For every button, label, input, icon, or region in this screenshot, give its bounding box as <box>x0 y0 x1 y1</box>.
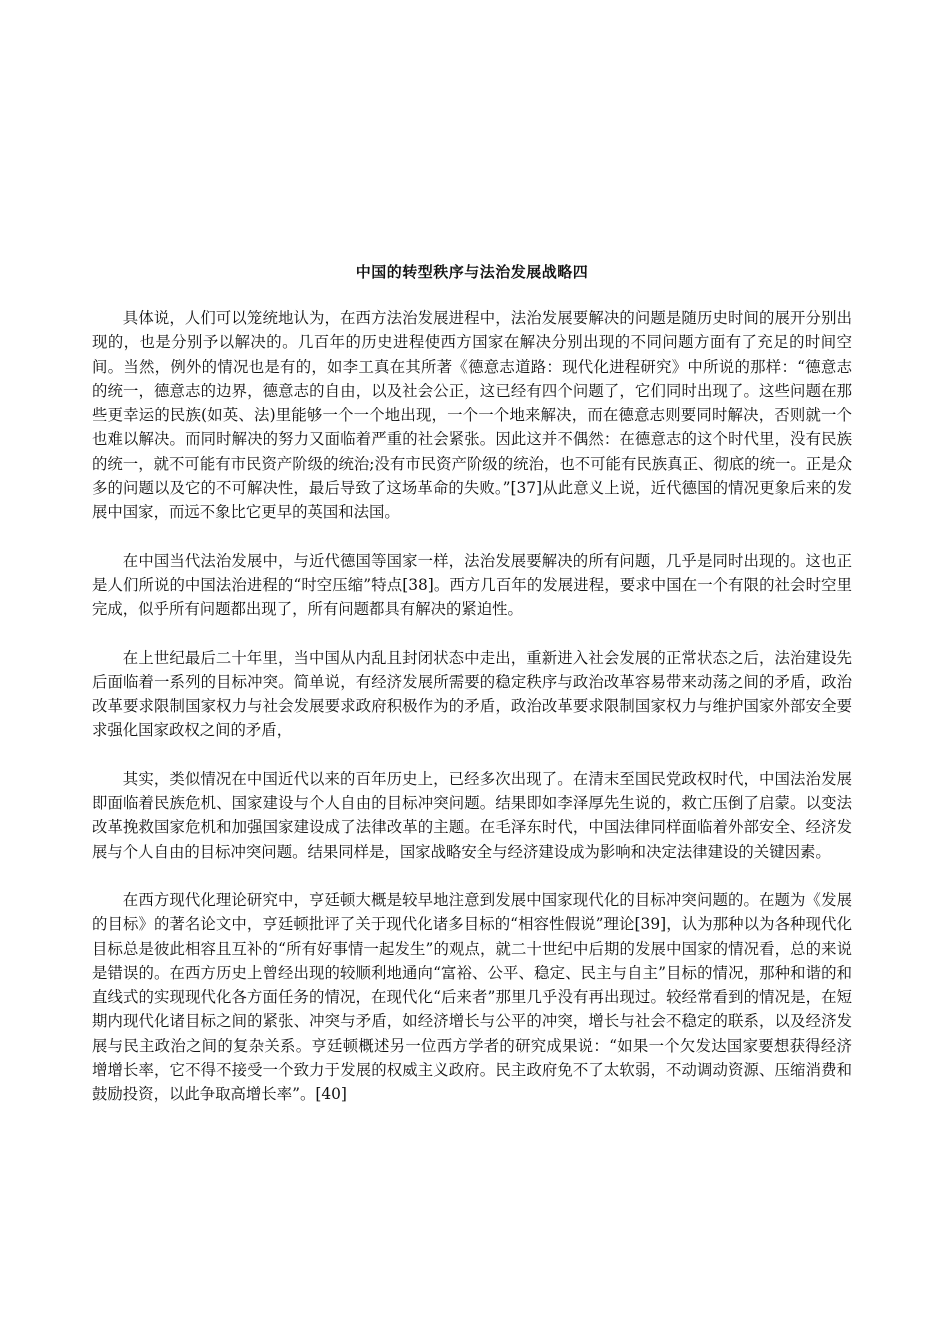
paragraph-1: 具体说，人们可以笼统地认为，在西方法治发展进程中，法治发展要解决的问题是随历史时间的展开分别出现的，也是分别予以解决的。几百年的历史进程使西方国家在解决分别出现的不同问题方面有了充足的时间空间。当然，例外的情况也是有的，如李工真在其所著《德意志道路：现代化进程研究》中所说的那样：“德意志的统一，德意志的边界，德意志的自由，以及社会公正，这已经有四个问题了，它们同时出现了。这些问题在那些更幸运的民族(如英、法)里能够一个一个地出现，一个一个地来解决，而在德意志则要同时解决，否则就一个也难以解决。而同时解决的努力又面临着严重的社会紧张。因此这并不偶然：在德意志的这个时代里，没有民族的统一，就不可能有市民资产阶级的统治;没有市民资产阶级的统治，也不可能有民族真正、彻底的统一。正是众多的问题以及它的不可解决性，最后导致了这场革命的失败。”[37]从此意义上说，近代德国的情况更象后来的发展中国家，而远不象比它更早的英国和法国。 <box>92 309 852 522</box>
paragraph-5: 在西方现代化理论研究中，亨廷顿大概是较早地注意到发展中国家现代化的目标冲突问题的。在题为《发展的目标》的著名论文中，亨廷顿批评了关于现代化诸多目标的“相容性假说”理论[39]，认为那种以为各种现代化目标总是彼此相容且互补的“所有好事情一起发生”的观点，就二十世纪中后期的发展中国家的情况看，总的来说是错误的。在西方历史上曾经出现的较顺利地通向“富裕、公平、稳定、民主与自主”目标的情况，那种和谐的和直线式的实现现代化各方面任务的情况，在现代化“后来者”那里几乎没有再出现过。较经常看到的情况是，在短期内现代化诸目标之间的紧张、冲突与矛盾，如经济增长与公平的冲突，增长与社会不稳定的联系，以及经济发展与民主政治之间的复杂关系。亨廷顿概述另一位西方学者的研究成果说：“如果一个欠发达国家要想获得经济增增长率，它不得不接受一个致力于发展的权威主义政府。民主政府免不了太软弱，不动调动资源、压缩消费和鼓励投资，以此争取高增长率”。[40] <box>92 890 852 1104</box>
paragraph-4: 其实，类似情况在中国近代以来的百年历史上，已经多次出现了。在清末至国民党政权时代，中国法治发展即面临着民族危机、国家建设与个人自由的目标冲突问题。结果即如李泽厚先生说的，救亡压倒了启蒙。以变法改革挽救国家危机和加强国家建设成了法律改革的主题。在毛泽东时代，中国法律同样面临着外部安全、经济发展与个人自由的目标冲突问题。结果同样是，国家战略安全与经济建设成为影响和决定法律建设的关键因素。 <box>92 769 852 861</box>
document-page <box>92 262 852 1131</box>
paragraph-2: 在中国当代法治发展中，与近代德国等国家一样，法治发展要解决的所有问题，几乎是同时出现的。这也正是人们所说的中国法治进程的“时空压缩”特点[38]。西方几百年的发展进程，要求中国在一个有限的社会时空里完成，似乎所有问题都出现了，所有问题都具有解决的紧迫性。 <box>92 551 852 619</box>
document-title: 中国的转型秩序与法治发展战略四 <box>355 263 589 281</box>
paragraph-3: 在上世纪最后二十年里，当中国从内乱且封闭状态中走出，重新进入社会发展的正常状态之后，法治建设先后面临着一系列的目标冲突。简单说，有经济发展所需要的稳定秩序与政治改革容易带来动荡之间的矛盾，政治改革要求限制国家权力与社会发展要求政府积极作为的矛盾，政治改革要求限制国家权力与维护国家外部安全要求强化国家政权之间的矛盾， <box>92 648 852 740</box>
